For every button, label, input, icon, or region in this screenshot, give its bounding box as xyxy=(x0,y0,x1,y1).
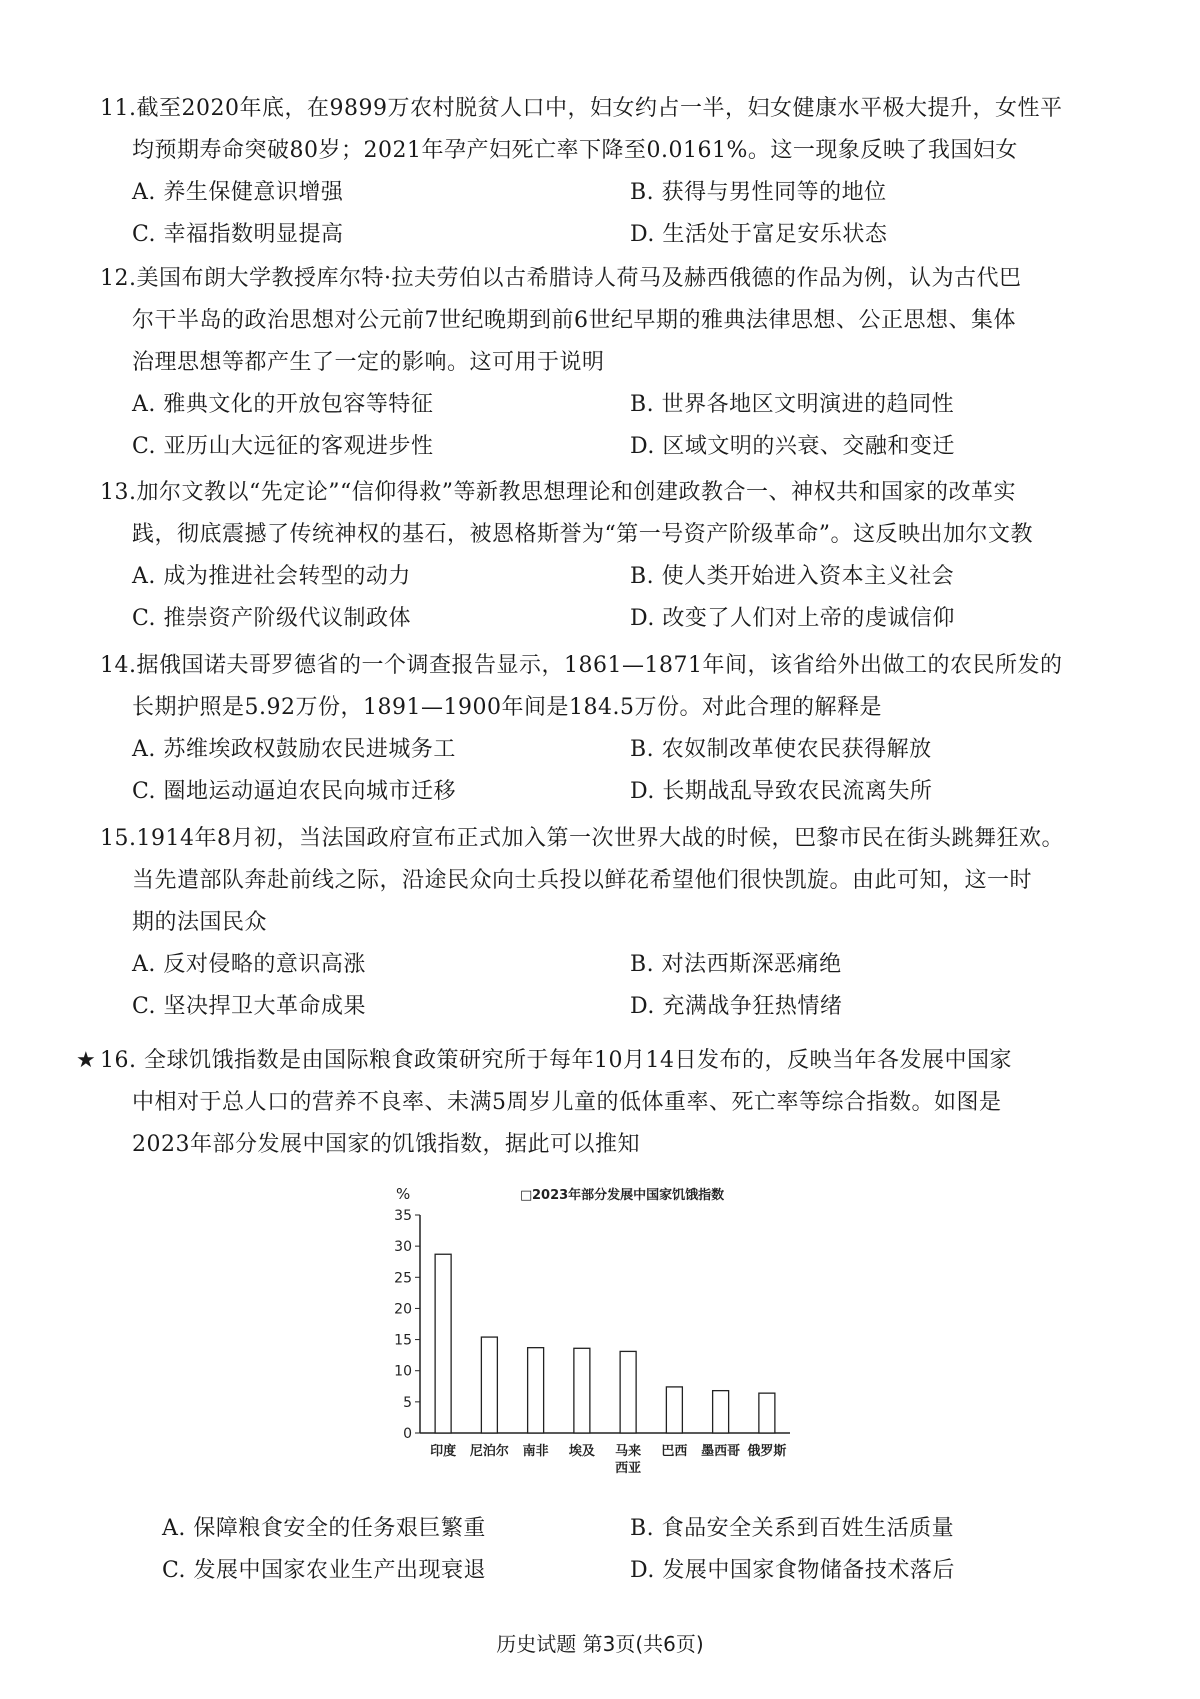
y-tick-label: 20 xyxy=(394,1301,412,1318)
option-b[interactable]: B. 对法西斯深恶痛绝 xyxy=(630,952,842,977)
options xyxy=(100,944,1130,1028)
x-tick-label: 埃及 xyxy=(568,1444,595,1459)
question-stem-line: 期的法国民众 xyxy=(132,910,268,935)
options xyxy=(100,384,1130,468)
y-tick-label: 35 xyxy=(394,1208,412,1224)
option-b[interactable]: B. 食品安全关系到百姓生活质量 xyxy=(630,1516,955,1541)
option-a[interactable]: A. 反对侵略的意识高涨 xyxy=(132,952,366,977)
question-12 xyxy=(100,258,1130,468)
options xyxy=(100,556,1130,640)
hunger-index-chart xyxy=(380,1175,860,1495)
question-stem-line: 13.加尔文教以“先定论”“信仰得救”等新教思想理论和创建政教合一、神权共和国家的改革实 xyxy=(100,480,1016,505)
option-a[interactable]: A. 成为推进社会转型的动力 xyxy=(132,564,411,589)
question-stem-line: 12.美国布朗大学教授库尔特·拉夫劳伯以古希腊诗人荷马及赫西俄德的作品为例，认为古代巴 xyxy=(100,266,1022,291)
question-stem-line: 当先遣部队奔赴前线之际，沿途民众向士兵投以鲜花希望他们很快凯旋。由此可知，这一时 xyxy=(132,868,1033,893)
question-stem-line xyxy=(76,1040,1130,1082)
chart-legend-symbol: □ xyxy=(520,1188,533,1203)
option-a[interactable]: A. 苏维埃政权鼓励农民进城务工 xyxy=(132,737,456,762)
question-stem-line: 14.据俄国诺夫哥罗德省的一个调查报告显示，1861—1871年间，该省给外出做工的农民所发的 xyxy=(100,653,1063,678)
option-d[interactable]: D. 区域文明的兴衰、交融和变迁 xyxy=(630,434,955,459)
bar xyxy=(620,1351,636,1433)
question-stem-text: 16. 全球饥饿指数是由国际粮食政策研究所于每年10月14日发布的，反映当年各发展中国家 xyxy=(100,1048,1012,1073)
option-d[interactable]: D. 改变了人们对上帝的虔诚信仰 xyxy=(630,606,955,631)
question-14 xyxy=(100,645,1130,813)
question-stem-line: 2023年部分发展中国家的饥饿指数，据此可以推知 xyxy=(132,1132,640,1157)
question-stem-line: 11.截至2020年底，在9899万农村脱贫人口中，妇女约占一半，妇女健康水平极大提升，女性平 xyxy=(100,96,1063,121)
option-b[interactable]: B. 农奴制改革使农民获得解放 xyxy=(630,737,932,762)
x-tick-label: 南非 xyxy=(522,1444,549,1459)
y-tick-label: 10 xyxy=(394,1363,412,1380)
option-c[interactable]: C. 发展中国家农业生产出现衰退 xyxy=(162,1558,487,1583)
question-stem-line: 中相对于总人口的营养不良率、未满5周岁儿童的低体重率、死亡率等综合指数。如图是 xyxy=(132,1090,1002,1115)
option-a[interactable]: A. 养生保健意识增强 xyxy=(132,180,344,205)
question-stem-line: 治理思想等都产生了一定的影响。这可用于说明 xyxy=(132,350,605,375)
question-16 xyxy=(76,1040,1130,1166)
x-tick-label: 巴西 xyxy=(661,1444,688,1459)
options xyxy=(100,172,1130,256)
question-15 xyxy=(100,818,1130,1028)
y-tick-label: 0 xyxy=(403,1426,412,1442)
y-tick-label: 30 xyxy=(394,1239,412,1256)
option-c[interactable]: C. 幸福指数明显提高 xyxy=(132,222,344,247)
question-stem-line: 践，彻底震撼了传统神权的基石，被恩格斯誉为“第一号资产阶级革命”。这反映出加尔文教 xyxy=(132,522,1033,547)
question-16-options xyxy=(130,1508,1130,1592)
option-d[interactable]: D. 长期战乱导致农民流离失所 xyxy=(630,779,933,804)
options xyxy=(100,729,1130,813)
bar xyxy=(435,1254,451,1433)
question-13 xyxy=(100,472,1130,640)
option-c[interactable]: C. 坚决捍卫大革命成果 xyxy=(132,994,367,1019)
x-tick-label: 印度 xyxy=(430,1444,457,1459)
option-c[interactable]: C. 亚历山大远征的客观进步性 xyxy=(132,434,434,459)
option-a[interactable]: A. 雅典文化的开放包容等特征 xyxy=(132,392,434,417)
star-icon: ★ xyxy=(76,1048,97,1073)
y-tick-label: 15 xyxy=(394,1332,412,1349)
bar xyxy=(481,1337,497,1433)
chart-title: 2023年部分发展中国家饥饿指数 xyxy=(532,1188,725,1203)
option-d[interactable]: D. 生活处于富足安乐状态 xyxy=(630,222,888,247)
y-tick-label: 25 xyxy=(394,1270,412,1287)
option-b[interactable]: B. 世界各地区文明演进的趋同性 xyxy=(630,392,955,417)
option-b[interactable]: B. 使人类开始进入资本主义社会 xyxy=(630,564,955,589)
bar xyxy=(574,1348,590,1433)
option-a[interactable]: A. 保障粮食安全的任务艰巨繁重 xyxy=(162,1516,486,1541)
option-d[interactable]: D. 发展中国家食物储备技术落后 xyxy=(630,1558,955,1583)
y-axis-label: % xyxy=(396,1185,411,1203)
x-tick-label: 俄罗斯 xyxy=(747,1444,787,1459)
question-stem-line: 15.1914年8月初，当法国政府宣布正式加入第一次世界大战的时候，巴黎市民在街头跳舞狂欢。 xyxy=(100,826,1064,851)
bar xyxy=(528,1348,544,1433)
question-11 xyxy=(100,88,1130,256)
bar xyxy=(666,1387,682,1433)
options xyxy=(130,1508,1130,1592)
y-tick-label: 5 xyxy=(403,1394,412,1411)
question-stem-line: 尔干半岛的政治思想对公元前7世纪晚期到前6世纪早期的雅典法律思想、公正思想、集体 xyxy=(132,308,1016,333)
bar xyxy=(759,1393,775,1433)
option-c[interactable]: C. 推崇资产阶级代议制政体 xyxy=(132,606,412,631)
x-tick-label: 尼泊尔 xyxy=(469,1444,509,1459)
option-b[interactable]: B. 获得与男性同等的地位 xyxy=(630,180,887,205)
option-d[interactable]: D. 充满战争狂热情绪 xyxy=(630,994,843,1019)
x-tick-label: 西亚 xyxy=(615,1461,642,1476)
chart-svg xyxy=(380,1175,860,1495)
x-tick-label: 墨西哥 xyxy=(701,1444,741,1459)
question-stem-line: 长期护照是5.92万份，1891—1900年间是184.5万份。对此合理的解释是 xyxy=(132,695,882,720)
bar xyxy=(713,1391,729,1433)
option-c[interactable]: C. 圈地运动逼迫农民向城市迁移 xyxy=(132,779,457,804)
page-footer: 历史试题 第3页(共6页) xyxy=(496,1632,704,1656)
x-tick-label: 马来 xyxy=(615,1444,642,1459)
question-stem-line: 均预期寿命突破80岁；2021年孕产妇死亡率下降至0.0161%。这一现象反映了我国妇女 xyxy=(132,138,1018,163)
